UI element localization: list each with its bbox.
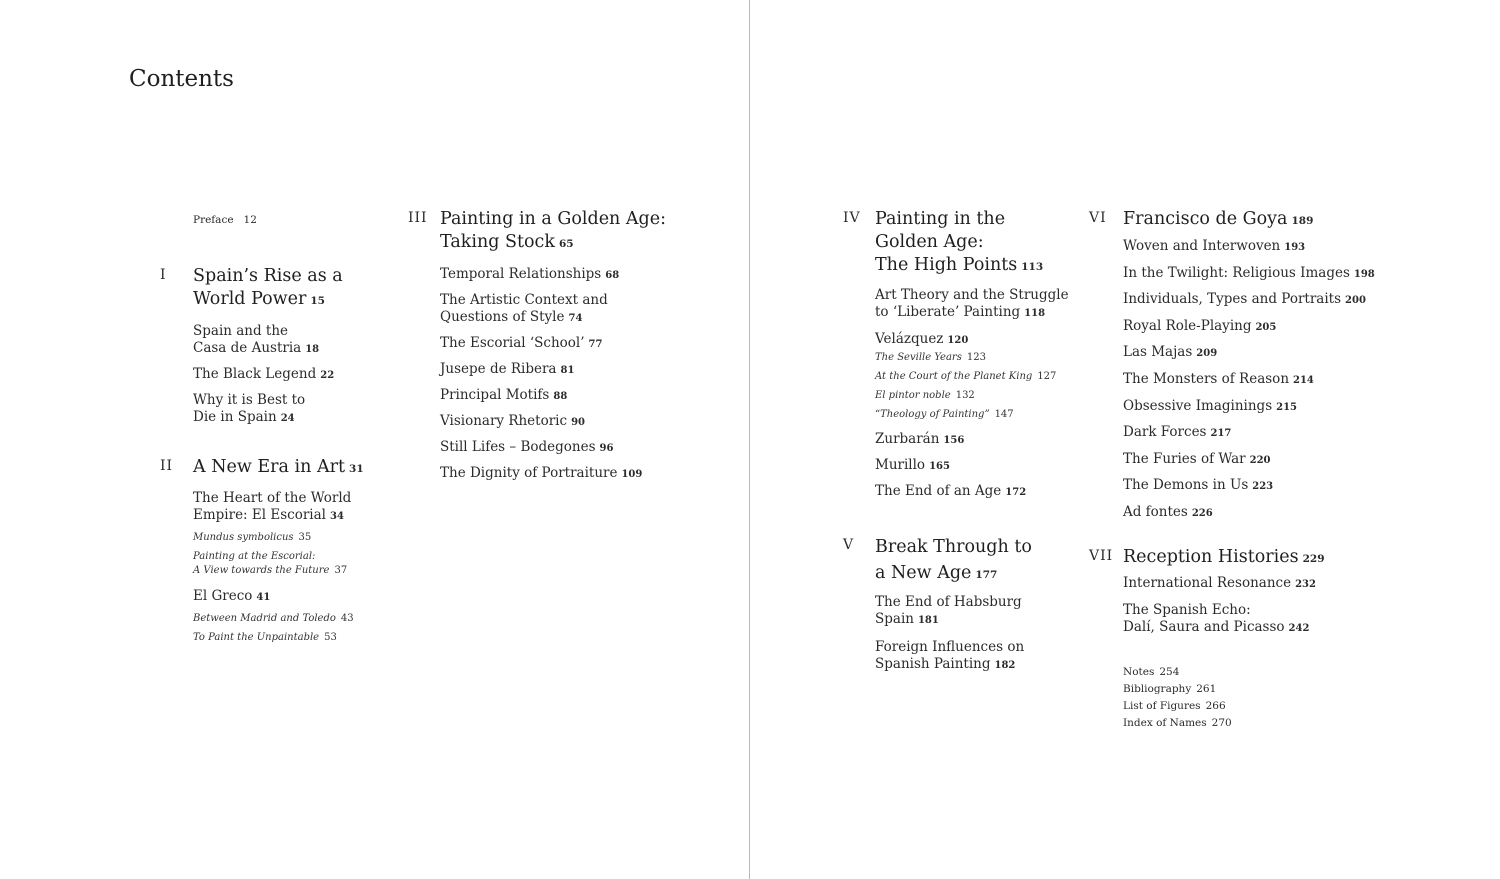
part-iii (408, 208, 708, 483)
back-matter-bibliography: Bibliography 261 (1123, 683, 1217, 695)
part-iv-entry-2: Velázquez 120 (875, 331, 969, 347)
part-ii-entry-2: El Greco 41 (193, 588, 271, 604)
part-ii-title: A New Era in Art 31 (193, 457, 364, 477)
part-vi-entry-8: Dark Forces 217 (1123, 424, 1232, 441)
part-iv (843, 208, 1083, 501)
part-vii-title: Reception Histories 229 (1123, 547, 1325, 567)
part-vi (1089, 208, 1419, 522)
part-v (843, 534, 1083, 674)
part-i-entry-1: Spain and the Casa de Austria 18 (193, 323, 320, 356)
part-vi-entry-7: Obsessive Imaginings 215 (1123, 397, 1298, 414)
part-vii-entry-1: International Resonance 232 (1123, 575, 1316, 591)
part-iv-sub-1: The Seville Years 123 (875, 352, 986, 363)
part-iii-numeral: III (408, 210, 428, 226)
part-vi-entry-2: In the Twilight: Religious Images 198 (1123, 264, 1375, 281)
part-v-entry-2: Foreign Influences on Spanish Painting 182 (875, 639, 1025, 672)
part-vi-entry-5: Las Majas 209 (1123, 344, 1218, 361)
part-i-numeral: I (160, 267, 167, 283)
part-vi-title: Francisco de Goya 189 (1123, 209, 1314, 229)
part-ii-sub-2: Painting at the Escorial: A View towards the Future 37 (193, 551, 348, 576)
part-vi-entry-4: Royal Role-Playing 205 (1123, 317, 1277, 334)
part-iv-page: 113 (1021, 261, 1044, 273)
part-iv-entry-1: Art Theory and the Struggle to ‘Liberate’ Painting 118 (875, 287, 1069, 320)
part-iii-entry-5: Principal Motifs 88 (440, 387, 568, 403)
part-iii-entry-4: Jusepe de Ribera 81 (440, 361, 575, 377)
part-iv-title: Painting in the Golden Age: The High Points 113 (875, 209, 1044, 275)
part-iv-entry-3: Zurbarán 156 (875, 431, 965, 447)
part-iv-entry-5: The End of an Age 172 (875, 483, 1027, 499)
back-matter-index: Index of Names 270 (1123, 717, 1232, 729)
part-iii-entry-2: The Artistic Context and Questions of Style 74 (440, 292, 608, 325)
part-vii-page: 229 (1302, 553, 1325, 565)
part-iii-title: Painting in a Golden Age: Taking Stock 65 (440, 209, 666, 252)
back-matter-notes: Notes 254 (1123, 666, 1180, 678)
part-ii-numeral: II (160, 458, 174, 474)
part-vi-entry-9: The Furies of War 220 (1123, 450, 1271, 467)
part-i-page: 15 (310, 295, 325, 307)
part-v-entry-1: The End of Habsburg Spain 181 (875, 594, 1022, 627)
part-iv-sub-4: “Theology of Painting” 147 (875, 409, 1014, 420)
preface-entry (193, 212, 257, 229)
part-ii-entry-1: The Heart of the World Empire: El Escorial 34 (193, 490, 352, 523)
part-vii (1089, 546, 1419, 637)
part-ii-page: 31 (349, 463, 364, 475)
part-i-entry-2: The Black Legend 22 (193, 366, 335, 382)
back-matter-list-of-figures: List of Figures 266 (1123, 700, 1226, 712)
part-iv-sub-3: El pintor noble 132 (875, 390, 975, 401)
part-vi-entry-6: The Monsters of Reason 214 (1123, 370, 1314, 387)
part-v-numeral: V (843, 537, 855, 553)
part-vi-entry-11: Ad fontes 226 (1123, 503, 1213, 520)
preface-label: Preface (193, 214, 234, 226)
part-iii-entry-8: The Dignity of Portraiture 109 (440, 465, 643, 481)
part-vi-entry-10: The Demons in Us 223 (1123, 477, 1274, 494)
part-iv-sub-2: At the Court of the Planet King 127 (875, 371, 1057, 382)
part-iii-entry-3: The Escorial ‘School’ 77 (440, 335, 603, 351)
part-vi-entry-3: Individuals, Types and Portraits 200 (1123, 291, 1366, 308)
part-ii-sub-1: Mundus symbolicus 35 (193, 532, 312, 543)
part-ii (160, 456, 390, 645)
part-ii-sub-3: Between Madrid and Toledo 43 (193, 613, 354, 624)
part-i (160, 265, 380, 427)
part-vi-entry-1: Woven and Interwoven 193 (1123, 238, 1306, 254)
part-v-page: 177 (975, 569, 998, 581)
part-v-title: Break Through to a New Age 177 (875, 537, 1032, 583)
part-vi-page: 189 (1291, 215, 1314, 227)
part-vii-numeral: VII (1089, 548, 1114, 564)
part-iv-entry-4: Murillo 165 (875, 457, 950, 473)
contents-title: Contents (129, 66, 234, 92)
part-ii-sub-4: To Paint the Unpaintable 53 (193, 632, 337, 643)
preface-page: 12 (243, 214, 257, 226)
part-i-entry-3: Why it is Best to Die in Spain 24 (193, 392, 306, 425)
part-vii-entry-2: The Spanish Echo: Dalí, Saura and Picasso 242 (1123, 602, 1310, 635)
part-i-title: Spain’s Rise as a World Power 15 (193, 266, 343, 309)
part-iii-page: 65 (558, 238, 574, 250)
part-iii-entry-1: Temporal Relationships 68 (440, 266, 620, 282)
part-iii-entry-6: Visionary Rhetoric 90 (440, 413, 585, 429)
part-iii-entry-7: Still Lifes – Bodegones 96 (440, 439, 614, 455)
page-gutter (749, 0, 750, 879)
part-vi-numeral: VI (1089, 210, 1107, 226)
back-matter (1123, 664, 1232, 732)
part-iv-numeral: IV (843, 210, 861, 226)
